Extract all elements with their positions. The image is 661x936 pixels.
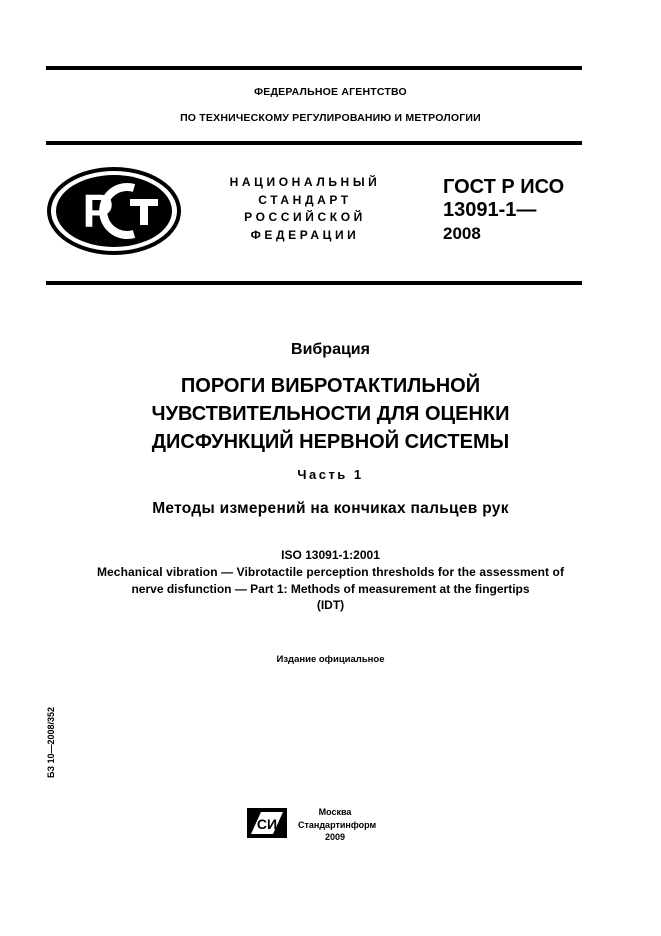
agency-line-1: ФЕДЕРАЛЬНОЕ АГЕНТСТВО — [254, 86, 407, 98]
national-standard-line-1: НАЦИОНАЛЬНЫЙ — [229, 175, 381, 189]
iso-number: ISO 13091-1:2001 — [281, 548, 380, 562]
part-label: Часть 1 — [297, 467, 364, 482]
agency-line-2: ПО ТЕХНИЧЕСКОМУ РЕГУЛИРОВАНИЮ И МЕТРОЛОГИИ — [180, 112, 481, 124]
edition-label: Издание официальное — [276, 654, 385, 665]
designation-year: 2008 — [443, 224, 481, 243]
designation-line-2: 13091-1— — [443, 199, 537, 221]
top-rule — [46, 66, 582, 70]
title-rule — [46, 281, 582, 285]
rst-logo-icon — [46, 166, 182, 261]
national-standard-line-2: СТАНДАРТ — [258, 192, 352, 207]
standartinform-logo-icon — [247, 808, 287, 843]
publisher-city: Москва — [318, 807, 352, 817]
iso-title-line-2: nerve disfunction — Part 1: Methods of measurement at the fingertips — [131, 582, 530, 596]
topic-title: Вибрация — [291, 341, 370, 358]
svg-text:СИ: СИ — [256, 816, 278, 832]
iso-identity-code: (IDT) — [316, 598, 345, 612]
publisher-info — [298, 806, 377, 844]
publisher-year: 2009 — [324, 832, 346, 842]
main-title-line-1: ПОРОГИ ВИБРОТАКТИЛЬНОЙ — [180, 375, 481, 397]
designation-line-1: ГОСТ Р ИСО — [443, 176, 565, 198]
main-title-line-2: ЧУВСТВИТЕЛЬНОСТИ ДЛЯ ОЦЕНКИ — [151, 403, 510, 425]
main-title-line-3: ДИСФУНКЦИЙ НЕРВНОЙ СИСТЕМЫ — [151, 431, 510, 453]
national-standard-line-4: ФЕДЕРАЦИИ — [250, 227, 360, 242]
iso-title-line-1: Mechanical vibration — Vibrotactile perception thresholds for the assessment of — [96, 565, 565, 579]
national-standard-line-3: РОССИЙСКОЙ — [244, 210, 366, 224]
subtitle: Методы измерений на кончиках пальцев рук — [152, 500, 509, 517]
header-rule — [46, 141, 582, 145]
side-code: БЗ 10—2008/352 — [46, 706, 56, 778]
svg-text:Р: Р — [82, 185, 114, 237]
standard-designation — [443, 176, 564, 245]
publisher-name: Стандартинформ — [298, 819, 377, 830]
